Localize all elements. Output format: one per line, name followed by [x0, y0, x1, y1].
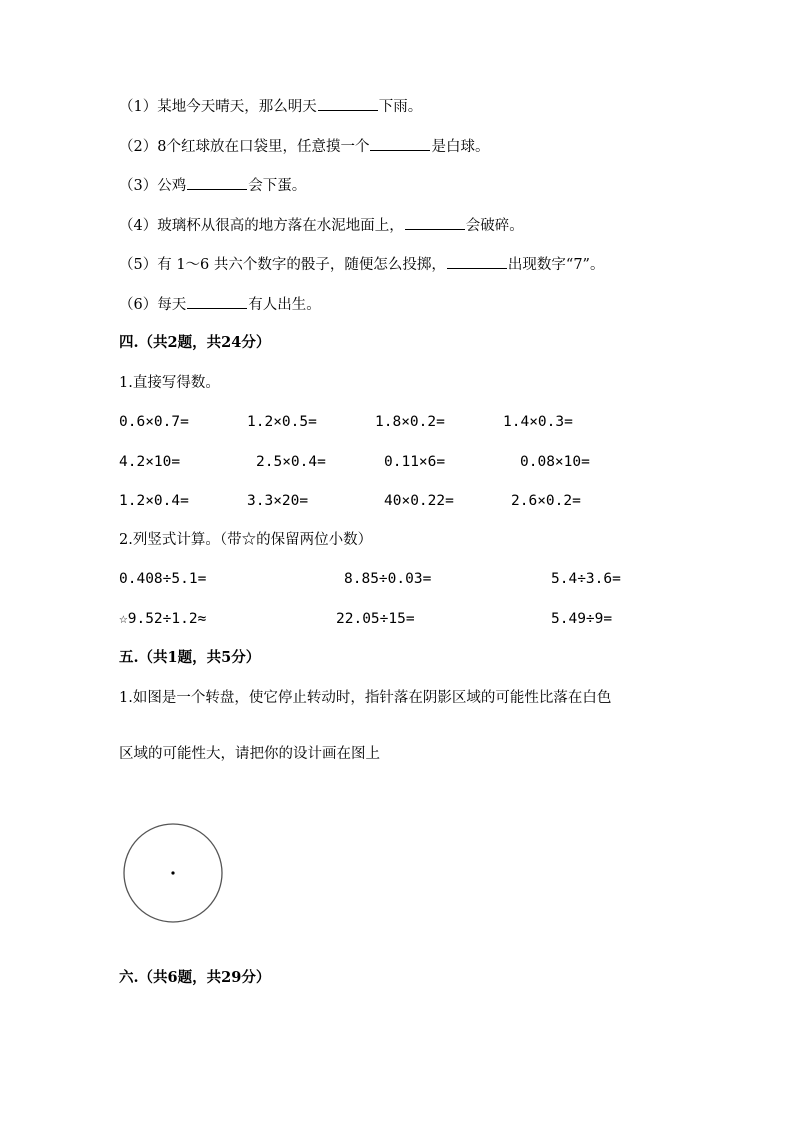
- calc-r2c4: 0.08×10=: [520, 454, 590, 470]
- fill-item-4-tail: 会破碎。: [465, 218, 524, 234]
- fill-item-4-text: （4）玻璃杯从很高的地方落在水泥地面上，: [119, 218, 404, 234]
- calc-r3c1: 1.2×0.4=: [119, 493, 189, 509]
- fill-item-5-text: （5）有 1～6 共六个数字的骰子，随便怎么投掷，: [119, 257, 446, 273]
- division-r1c1: 0.408÷5.1=: [119, 571, 207, 587]
- fill-item-2-tail: 是白球。: [431, 139, 490, 155]
- answer-blank[interactable]: [187, 294, 247, 309]
- section-5-q1-line2: 区域的可能性大，请把你的设计画在图上: [119, 746, 380, 762]
- division-r1c2: 8.85÷0.03=: [344, 571, 432, 587]
- answer-blank[interactable]: [447, 254, 507, 269]
- calc-r3c2: 3.3×20=: [247, 493, 309, 509]
- answer-blank[interactable]: [187, 175, 247, 190]
- calc-r2c3: 0.11×6=: [384, 454, 446, 470]
- fill-item-3: [119, 175, 306, 196]
- calc-r2c1: 4.2×10=: [119, 454, 181, 470]
- section-4-heading: 四.（共2题，共24分）: [119, 334, 271, 351]
- calc-r3c4: 2.6×0.2=: [511, 493, 581, 509]
- fill-item-2-text: （2）8个红球放在口袋里，任意摸一个: [119, 139, 370, 155]
- spinner-circle[interactable]: [120, 821, 226, 927]
- fill-item-3-text: （3）公鸡: [119, 178, 187, 194]
- fill-item-5: [119, 254, 604, 275]
- calc-r3c3: 40×0.22=: [384, 493, 454, 509]
- fill-item-3-tail: 会下蛋。: [248, 178, 307, 194]
- section-5-heading: 五.（共1题，共5分）: [119, 649, 261, 666]
- calc-r2c2: 2.5×0.4=: [256, 454, 326, 470]
- section-6-heading: 六.（共6题，共29分）: [119, 969, 271, 986]
- fill-item-1-tail: 下雨。: [378, 99, 423, 115]
- calc-r1c2: 1.2×0.5=: [247, 414, 317, 430]
- fill-item-6-tail: 有人出生。: [248, 297, 321, 313]
- answer-blank[interactable]: [370, 136, 430, 151]
- section-4-q2-title: 2.列竖式计算。（带☆的保留两位小数）: [119, 532, 373, 548]
- answer-blank[interactable]: [318, 96, 378, 111]
- fill-item-4: [119, 215, 524, 236]
- calc-r1c3: 1.8×0.2=: [375, 414, 445, 430]
- fill-item-6-text: （6）每天: [119, 297, 187, 313]
- division-r1c3: 5.4÷3.6=: [551, 571, 621, 587]
- fill-item-1-text: （1）某地今天晴天，那么明天: [119, 99, 317, 115]
- spinner-center-dot: [171, 871, 174, 874]
- fill-item-1: [119, 96, 422, 117]
- fill-item-5-tail: 出现数字“7”。: [507, 257, 605, 273]
- division-r2c2: 22.05÷15=: [336, 611, 415, 627]
- fill-item-6: [119, 294, 321, 315]
- answer-blank[interactable]: [405, 215, 465, 230]
- division-r2c1: ☆9.52÷1.2≈: [119, 611, 207, 627]
- fill-item-2: [119, 136, 489, 157]
- division-r2c3: 5.49÷9=: [551, 611, 613, 627]
- section-5-q1-line1: 1.如图是一个转盘，使它停止转动时，指针落在阴影区域的可能性比落在白色: [119, 690, 612, 706]
- calc-r1c1: 0.6×0.7=: [119, 414, 189, 430]
- calc-r1c4: 1.4×0.3=: [503, 414, 573, 430]
- section-4-q1-title: 1.直接写得数。: [119, 375, 220, 391]
